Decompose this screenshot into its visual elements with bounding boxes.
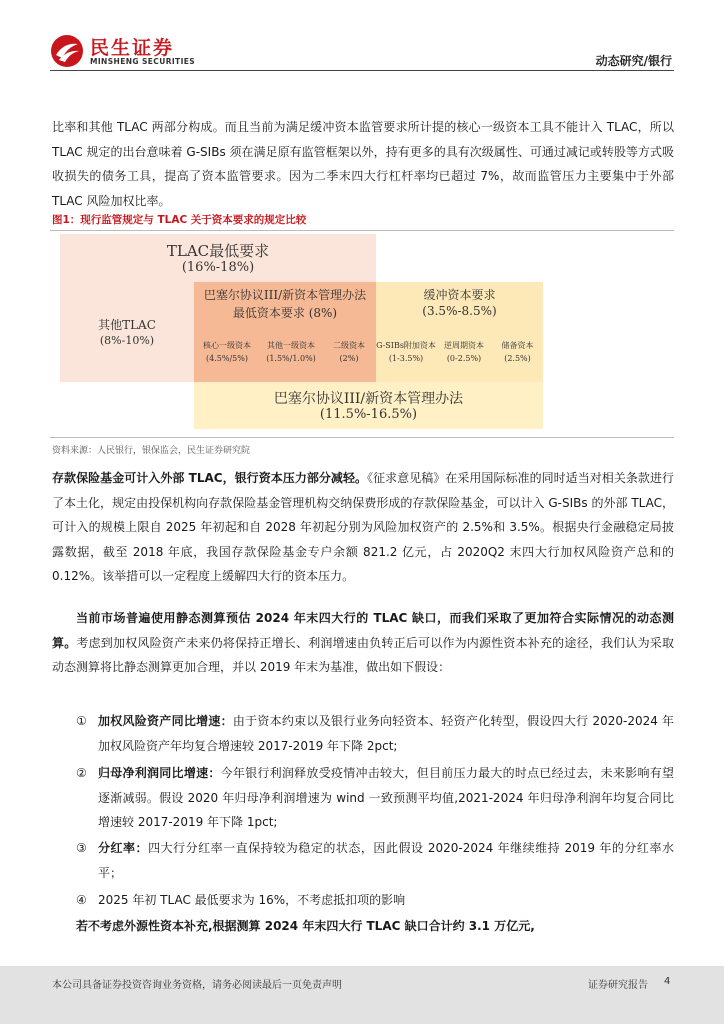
tlac-range: (16%-18%) bbox=[181, 260, 255, 275]
assumption-item bbox=[76, 761, 674, 835]
min-capital-sublabel: 最低资本要求 (8%) bbox=[232, 306, 338, 320]
other-tlac-range: (8%-10%) bbox=[99, 334, 155, 347]
basel-total-range: (11.5%-16.5%) bbox=[319, 407, 418, 422]
minsheng-logo-icon bbox=[50, 34, 84, 68]
sub-item-label: 逆周期资本 bbox=[444, 341, 484, 350]
deposit-insurance-text: 《征求意见稿》在采用国际标准的同时适当对相关条款进行了本土化，规定由投保机构向存款保险基金管理机构交纳保费形成的存款保险基金，可以计入 G-SIBs 的外部 TLAC，可计入的规模上限自 2025 年初起和自 2028 年初起分别为风险加权资产的 2.5%和 3.5%。根据央行金融稳定局披露数据，截至 2018 年底，我国存款保险基金专户余额 821.2 亿元，占 2020Q2 末四大行加权风险资产总和的 0.12%。该举措可以一定程度上缓解四大行的资本压力。 bbox=[52, 471, 674, 583]
sub-item-label: 储备资本 bbox=[501, 341, 534, 350]
dynamic-estimate-lead: 当前市场普遍使用静态测算预估 2024 年末四大行的 TLAC 缺口，而我们采取了更加符合实际情况的动态测算。 bbox=[52, 611, 674, 650]
sub-item-value: (1.5%/1.0%) bbox=[266, 354, 316, 363]
item-title: 归母净利润同比增速： bbox=[98, 766, 221, 780]
item-text: 四大行分红率一直保持较为稳定的状态，因此假设 2020-2024 年继续维持 2019 年的分红率水平； bbox=[98, 841, 674, 880]
item-text: 今年银行利润释放受疫情冲击较大，但目前压力最大的时点已经过去，未来影响有望逐渐减弱。假设 2020 年归母净利润增速为 wind 一致预测平均值,2021-2024 年归母净利润年均复合同比增速较 2017-2019 年下降 1pct; bbox=[98, 766, 674, 829]
figure-title: 图1：现行监管规定与 TLAC 关于资本要求的规定比较 bbox=[52, 214, 307, 226]
item-number: ③ bbox=[76, 841, 87, 855]
item-number: ① bbox=[76, 714, 87, 728]
sub-item-label: 核心一级资本 bbox=[203, 341, 251, 350]
item-text: 2025 年初 TLAC 最低要求为 16%，不考虑抵扣项的影响 bbox=[98, 893, 406, 907]
figure-source: 资料来源：人民银行，银保监会，民生证券研究院 bbox=[52, 446, 251, 456]
assumption-item bbox=[76, 888, 674, 913]
sub-item-value: (4.5%/5%) bbox=[206, 354, 248, 363]
basel-total-label: 巴塞尔协议III/新资本管理办法 bbox=[273, 391, 464, 407]
sub-item-value: (1-3.5%) bbox=[388, 354, 424, 363]
header-divider bbox=[50, 70, 674, 71]
assumption-item bbox=[76, 836, 674, 885]
item-title: 分红率： bbox=[98, 841, 149, 855]
other-tlac-label: 其他TLAC bbox=[98, 318, 156, 332]
dynamic-estimate-text: 考虑到加权风险资产未来仍将保持正增长、利润增速由负转正后可以作为内源性资本补充的途径，我们认为采取动态测算将比静态测算更加合理，并以 2019 年末为基准，做出如下假设： bbox=[52, 635, 674, 674]
item-number: ② bbox=[76, 766, 87, 780]
footer-report-type: 证券研究报告 bbox=[588, 980, 648, 991]
logo-company-name: 民生证券 bbox=[90, 37, 175, 59]
sub-item-value: (2.5%) bbox=[504, 354, 531, 363]
page-footer bbox=[0, 966, 724, 1024]
document-type: 动态研究/银行 bbox=[595, 54, 672, 68]
logo-company-name-en: MINSHENG SECURITIES bbox=[90, 57, 196, 66]
dynamic-estimate-paragraph bbox=[52, 606, 674, 680]
figure-bottom-rule bbox=[50, 437, 674, 438]
item-number: ④ bbox=[76, 893, 87, 907]
tlac-label: TLAC最低要求 bbox=[166, 242, 270, 260]
buffer-capital-range: (3.5%-8.5%) bbox=[422, 304, 497, 318]
page-header bbox=[0, 0, 724, 72]
sub-item-label: 二级资本 bbox=[333, 341, 365, 350]
intro-paragraph: 比率和其他 TLAC 两部分构成。而且当前为满足缓冲资本监管要求所计提的核心一级资本工具不能计入 TLAC，所以 TLAC 规定的出台意味着 G-SIBs 须在满足原有监管框架以外，持有更多的具有次级属性、可通过减记或转股等方式吸收损失的债务工具，提高了资本监管要求。因为二季末四大行杠杆率均已超过 7%，故而监管压力主要集中于外部 TLAC 风险加权比率。 bbox=[52, 120, 674, 208]
deposit-insurance-paragraph bbox=[52, 466, 674, 589]
min-capital-label: 巴塞尔协议III/新资本管理办法 bbox=[203, 288, 367, 302]
page-number: 4 bbox=[664, 976, 671, 987]
footer-disclaimer: 本公司具备证券投资咨询业务资格，请务必阅读最后一页免责声明 bbox=[52, 980, 342, 991]
item-title: 加权风险资产同比增速： bbox=[98, 714, 233, 728]
conclusion-line: 若不考虑外源性资本补充,根据测算 2024 年末四大行 TLAC 缺口合计约 3.1 万亿元, bbox=[76, 919, 535, 933]
sub-item-value: (0-2.5%) bbox=[446, 354, 482, 363]
assumption-item bbox=[76, 709, 674, 758]
sub-item-label: 其他一级资本 bbox=[267, 341, 315, 350]
deposit-insurance-lead: 存款保险基金可计入外部 TLAC，银行资本压力部分减轻。 bbox=[52, 471, 368, 485]
item-text: 由于资本约束以及银行业务向轻资本、轻资产化转型，假设四大行 2020-2024 年加权风险资产年均复合增速较 2017-2019 年下降 2pct; bbox=[98, 714, 674, 753]
sub-item-label: G-SIBs附加资本 bbox=[376, 341, 436, 350]
buffer-capital-label: 缓冲资本要求 bbox=[423, 288, 496, 302]
figure-top-rule bbox=[50, 230, 674, 231]
sub-item-value: (2%) bbox=[339, 354, 359, 363]
